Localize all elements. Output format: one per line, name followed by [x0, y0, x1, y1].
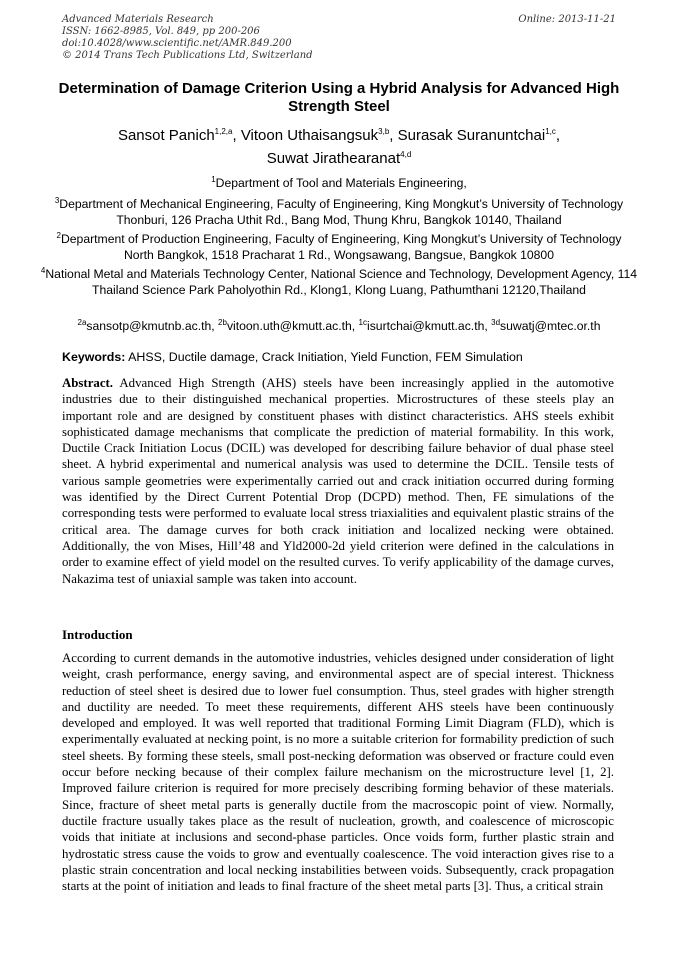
author: Surasak Suranuntchai$^{1,c}$,: [397, 127, 561, 144]
author: Sansot Panich$^{1,2,a}$,: [117, 127, 241, 144]
issn-line: ISSN: 1662-8985, Vol. 849, pp 200-206: [62, 26, 260, 37]
abstract-text: Advanced High Strength (AHS) steels have been increasingly applied in the automotive industries due to their distinguished mechanical properties. Microstructures of these steels play an important role and are designed by constituent phases with distinct characteristics. AHS steels exhibit sophisticated damage mechanisms that complicate the prediction of material formability. In this work, Ductile Crack Initiation Locus (DCIL) was developed for describing failure behavior of dual phase steel sheet. A hybrid experimental and numerical analysis was used to determine the DCIL. Tensile tests of various sample geometries were experimentally carried out and crack initiation occurred during forming was identified by the Direct Current Potential Drop (DCPD) method. Then, FE simulations of the corresponding tests were performed to evaluate local stress triaxialities and equivalent plastic strains of the critical area. The damage curves for both crack initiation and localized necking were obtained. Additionally, the von Mises, Hill’48 and Yld2000-2d yield criterion were defined in the calculations in order to examine effect of yield model on the resulted curves. To verify applicability of the damage curves, Nakazima test of uniaxial sample was taken into account.: [62, 376, 614, 586]
email: $^{2b}$vitoon.uth@kmutt.ac.th: [218, 317, 352, 333]
affiliation: $^4$National Metal and Materials Technology Center, National Science and Technology, Development Agency, 114 Thailand Science Park Paholyothin Rd., Klong1, Klong Luang, Pathumthani 12120,Thailand: [40, 265, 638, 297]
paper-title: Determination of Damage Criterion Using a Hybrid Analysis for Advanced High Strength Steel: [58, 80, 620, 115]
online-date: Online: 2013-11-21: [518, 14, 616, 25]
keywords-label: Keywords:: [62, 350, 126, 364]
copyright-line: © 2014 Trans Tech Publications Ltd, Switzerland: [62, 50, 313, 61]
email: $^{2a}$sansotp@kmutnb.ac.th: [77, 317, 212, 333]
abstract-label: Abstract.: [62, 376, 114, 390]
affiliation: $^1$Department of Tool and Materials Engineering,: [211, 174, 467, 190]
author: Suwat Jirathearanat$^{4,d}$: [266, 150, 412, 167]
keywords: [62, 350, 523, 364]
affiliation: $^3$Department of Mechanical Engineering, Faculty of Engineering, King Mongkut’s University of Technology Thonburi, 126 Pracha Uthit Rd., Bang Mod, Thung Khru, Bangkok 10140, Thailand: [54, 195, 624, 227]
author: Vitoon Uthaisangsuk$^{3,b}$,: [240, 127, 398, 144]
introduction-text: According to current demands in the automotive industries, vehicles designed under consideration of light weight, crash performance, energy saving, and environmental aspect are of special interest. Thickness reduction of steel sheet is desired due to lower fuel consumption. Thus, steel grades with higher strength and ductility are needed. To meet these requirements, different AHS steels have been continuously developed and employed. It was well reported that traditional Forming Limit Diagram (FLD), which is experimentally evaluated at necking point, is no more a suitable criterion for formability prediction of such steel sheets. By forming these steels, small post-necking deformation was observed or fracture could even occur before necking because of their complex failure mechanism on the microstructure level [1, 2]. Improved failure criterion is required for more precisely describing forming behavior of these materials. Since, fracture of sheet metal parts is generally ductile from the macroscopic point of view. Normally, ductile fracture usually takes place as the result of nucleation, growth, and coalescence of microscopic voids that initiate at inclusions and second-phase particles. Once voids form, further plastic strain and hydrostatic stress cause the voids to grow and eventually coalescence. The void interaction gives rise to a plastic strain concentration and local necking instabilities between voids. Subsequently, crack propagation starts at the point of initiation and leads to final fracture of the sheet metal parts [3]. Thus, a critical strain: [62, 651, 614, 894]
abstract: [62, 375, 614, 587]
email: $^{1c}$isurtchai@kmutt.ac.th: [358, 317, 485, 333]
email-list: $^{2a}$sansotp@kmutnb.ac.th, $^{2b}$vitoon.uth@kmutt.ac.th, $^{1c}$isurtchai@kmutt.ac.th, $^{3d}$suwatj@mtec.or.th: [77, 317, 601, 333]
author-list: [40, 124, 638, 170]
doi-line: doi:10.4028/www.scientific.net/AMR.849.200: [62, 38, 292, 49]
journal-name: Advanced Materials Research: [62, 14, 214, 25]
section-heading: Introduction: [62, 627, 133, 642]
affiliation: $^2$Department of Production Engineering, Faculty of Engineering, King Mongkut’s University of Technology North Bangkok, 1518 Pracharat 1 Rd., Wongsawang, Bangsue, Bangkok 10800: [56, 230, 622, 262]
journal-header: [62, 14, 313, 62]
email: $^{3d}$suwatj@mtec.or.th: [491, 317, 601, 333]
keywords-text: AHSS, Ductile damage, Crack Initiation, Yield Function, FEM Simulation: [128, 350, 523, 364]
